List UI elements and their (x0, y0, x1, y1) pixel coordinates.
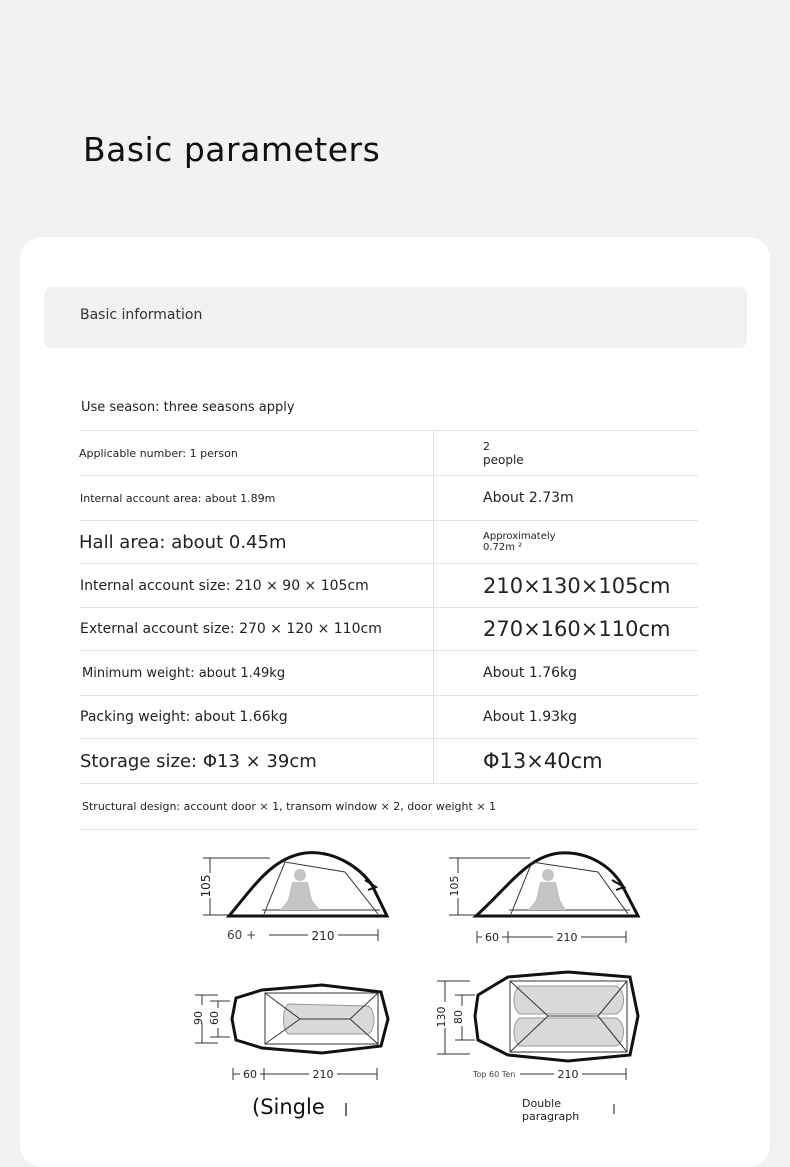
param-double: About 2.73m (483, 490, 574, 506)
param-double-line2: 0.72m ² (483, 542, 523, 553)
double-top-inner: 80 (452, 1010, 465, 1024)
param-single: Packing weight: about 1.66kg (80, 709, 288, 725)
param-double-line2: people (483, 452, 524, 467)
param-double-line1: 2 (483, 439, 490, 453)
single-top-outer: 90 (192, 1011, 205, 1025)
season-text: Use season: three seasons apply (81, 400, 295, 415)
double-top-diagram (437, 972, 638, 1082)
double-top-hall: Top 60 Ten (473, 1070, 516, 1079)
param-double: About 1.93kg (483, 709, 578, 725)
single-top-diagram (195, 985, 388, 1082)
single-top-hall: 60 (243, 1068, 257, 1081)
caption-single: (Single (252, 1095, 325, 1119)
caption-double-line1: Double (522, 1097, 561, 1110)
double-side-diagram (449, 853, 638, 945)
structural-text: Structural design: account door × 1, transom window × 2, door weight × 1 (82, 800, 497, 813)
param-single: Minimum weight: about 1.49kg (82, 665, 286, 681)
section-title: Basic information (80, 307, 203, 323)
single-top-length: 210 (312, 1068, 334, 1081)
param-double: Φ13×40cm (483, 749, 603, 773)
param-single: Internal account size: 210 × 90 × 105cm (80, 577, 369, 594)
param-single: Internal account area: about 1.89m (80, 491, 276, 505)
param-single: Applicable number: 1 person (79, 446, 238, 460)
double-top-length: 210 (557, 1068, 579, 1081)
single-side-height: 105 (199, 874, 213, 898)
caption-double-line2: paragraph (522, 1110, 580, 1123)
param-double: 270×160×110cm (483, 617, 671, 641)
double-top-outer: 130 (435, 1006, 448, 1028)
single-side-hall: 60 + (227, 928, 257, 942)
page-title: Basic parameters (83, 130, 381, 169)
param-double-line1: Approximately (483, 531, 556, 542)
double-side-length: 210 (556, 931, 578, 944)
param-single: External account size: 270 × 120 × 110cm (80, 621, 382, 637)
single-side-length: 210 (311, 929, 335, 943)
double-side-hall: 60 (485, 931, 499, 944)
double-side-height: 105 (448, 875, 461, 897)
param-single: Hall area: about 0.45m (79, 531, 287, 553)
single-top-inner: 60 (208, 1011, 221, 1025)
param-double: 210×130×105cm (483, 573, 671, 598)
param-double: About 1.76kg (483, 665, 578, 681)
param-single: Storage size: Φ13 × 39cm (80, 750, 317, 772)
